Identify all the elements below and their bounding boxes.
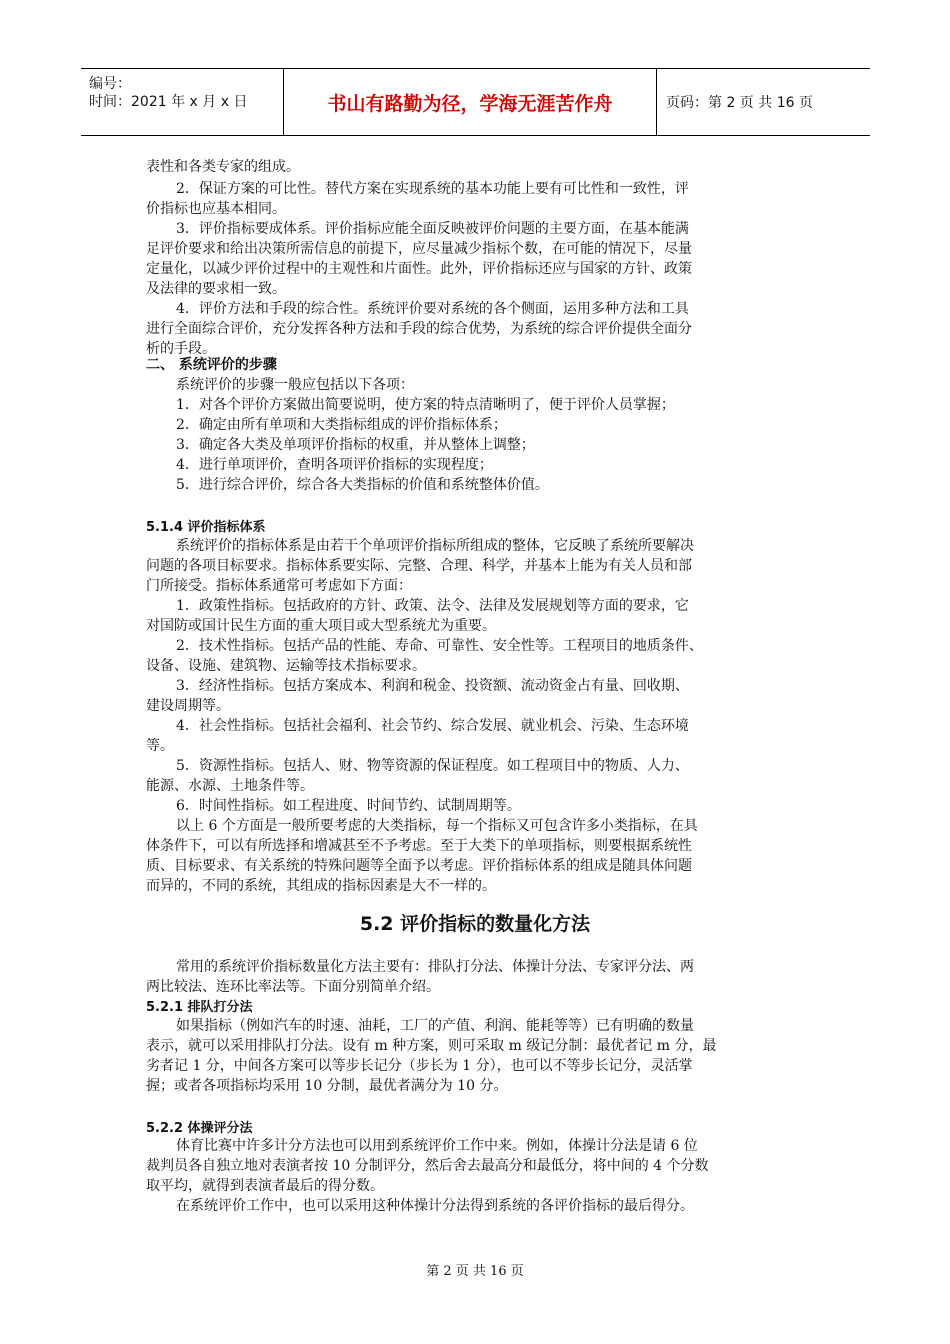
text-line: 对国防或国计民生方面的重大项目或大型系统尤为重要。	[146, 618, 496, 634]
text-line: 析的手段。	[146, 341, 216, 357]
text-line: 握；或者各项指标均采用 10 分制，最优者满分为 10 分。	[146, 1078, 508, 1094]
text-line: 系统评价的步骤一般应包括以下各项：	[176, 377, 414, 393]
text-line: 门所接受。指标体系通常可考虑如下方面：	[146, 578, 412, 594]
text-line: 质、目标要求、有关系统的特殊问题等全面予以考虑。评价指标体系的组成是随具体问题	[146, 858, 692, 874]
list-item: 5．进行综合评价，综合各大类指标的价值和系统整体价值。	[176, 477, 549, 493]
text-line: 4．评价方法和手段的综合性。系统评价要对系统的各个侧面，运用多种方法和工具	[176, 301, 689, 317]
text-line: 问题的各项目标要求。指标体系要实际、完整、合理、科学，并基本上能为有关人员和部	[146, 558, 692, 574]
text-line: 5．资源性指标。包括人、财、物等资源的保证程度。如工程项目中的物质、人力、	[176, 758, 689, 774]
text-line: 表性和各类专家的组成。	[146, 159, 300, 175]
text-line: 而异的，不同的系统，其组成的指标因素是大不一样的。	[146, 878, 496, 894]
section-heading: 5.1.4 评价指标体系	[146, 520, 266, 535]
header-page-info: 页码：第 2 页 共 16 页	[666, 95, 813, 111]
number-label: 编号：	[89, 76, 131, 92]
header-meta-cell	[81, 69, 284, 135]
text-line: 体条件下，可以有所选择和增减甚至不予考虑。至于大类下的单项指标，则要根据系统性	[146, 838, 692, 854]
section-heading: 5.2.1 排队打分法	[146, 1000, 253, 1015]
text-line: 建设周期等。	[146, 698, 230, 714]
text-line: 3．经济性指标。包括方案成本、利润和税金、投资额、流动资金占有量、回收期、	[176, 678, 689, 694]
header-slogan: 书山有路勤为径，学海无涯苦作舟	[284, 69, 657, 135]
text-line: 2．保证方案的可比性。替代方案在实现系统的基本功能上要有可比性和一致性，评	[176, 181, 689, 197]
text-line: 足评价要求和给出决策所需信息的前提下，应尽量减少指标个数，在可能的情况下，尽量	[146, 241, 692, 257]
section-heading: 二、 系统评价的步骤	[146, 357, 277, 373]
page-footer: 第 2 页 共 16 页	[426, 1264, 524, 1279]
header-table	[81, 68, 870, 136]
text-line: 以上 6 个方面是一般所要考虑的大类指标，每一个指标又可包含许多小类指标，在具	[176, 818, 698, 834]
text-line: 6．时间性指标。如工程进度、时间节约、试制周期等。	[176, 798, 521, 814]
list-item: 1．对各个评价方案做出简要说明，使方案的特点清晰明了，便于评价人员掌握；	[176, 397, 675, 413]
text-line: 系统评价的指标体系是由若干个单项评价指标所组成的整体，它反映了系统所要解决	[176, 538, 694, 554]
text-line: 4．社会性指标。包括社会福利、社会节约、综合发展、就业机会、污染、生态环境	[176, 718, 689, 734]
date-label: 时间：2021 年 x 月 x 日	[89, 94, 248, 110]
text-line: 等。	[146, 738, 174, 754]
text-line: 进行全面综合评价，充分发挥各种方法和手段的综合优势，为系统的综合评价提供全面分	[146, 321, 692, 337]
text-line: 1．政策性指标。包括政府的方针、政策、法令、法律及发展规划等方面的要求，它	[176, 598, 689, 614]
text-line: 如果指标（例如汽车的时速、油耗，工厂的产值、利润、能耗等等）已有明确的数量	[176, 1018, 694, 1034]
text-line: 在系统评价工作中，也可以采用这种体操计分法得到系统的各评价指标的最后得分。	[176, 1198, 694, 1214]
section-heading: 5.2.2 体操评分法	[146, 1121, 253, 1136]
chapter-title: 5.2 评价指标的数量化方法	[359, 913, 591, 935]
text-line: 3．评价指标要成体系。评价指标应能全面反映被评价问题的主要方面，在基本能满	[176, 221, 689, 237]
text-line: 裁判员各自独立地对表演者按 10 分制评分，然后舍去最高分和最低分，将中间的 4 个分数	[146, 1158, 709, 1174]
text-line: 劣者记 1 分，中间各方案可以等步长记分（步长为 1 分），也可以不等步长记分，灵活掌	[146, 1058, 693, 1074]
text-line: 设备、设施、建筑物、运输等技术指标要求。	[146, 658, 426, 674]
text-line: 取平均，就得到表演者最后的得分数。	[146, 1178, 384, 1194]
text-line: 能源、水源、土地条件等。	[146, 778, 314, 794]
list-item: 4．进行单项评价，查明各项评价指标的实现程度；	[176, 457, 493, 473]
list-item: 3．确定各大类及单项评价指标的权重，并从整体上调整；	[176, 437, 535, 453]
text-line: 两比较法、连环比率法等。下面分别简单介绍。	[146, 979, 440, 995]
text-line: 常用的系统评价指标数量化方法主要有：排队打分法、体操计分法、专家评分法、两	[176, 959, 694, 975]
text-line: 及法律的要求相一致。	[146, 281, 286, 297]
text-line: 表示，就可以采用排队打分法。设有 m 种方案，则可采取 m 级记分制：最优者记 m 分，最	[146, 1038, 717, 1054]
text-line: 价指标也应基本相同。	[146, 201, 286, 217]
text-line: 定量化，以减少评价过程中的主观性和片面性。此外，评价指标还应与国家的方针、政策	[146, 261, 692, 277]
text-line: 体育比赛中许多计分方法也可以用到系统评价工作中来。例如，体操计分法是请 6 位	[176, 1138, 698, 1154]
list-item: 2．确定由所有单项和大类指标组成的评价指标体系；	[176, 417, 507, 433]
text-line: 2．技术性指标。包括产品的性能、寿命、可靠性、安全性等。工程项目的地质条件、	[176, 638, 703, 654]
